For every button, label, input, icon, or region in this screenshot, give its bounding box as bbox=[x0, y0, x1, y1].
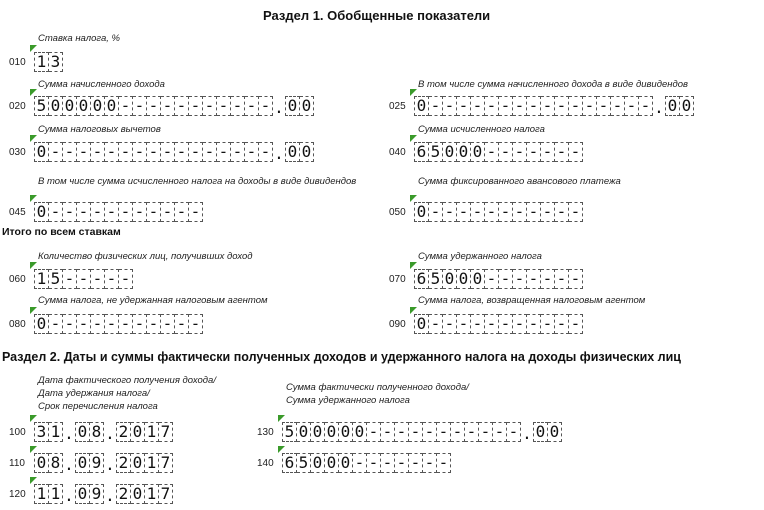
field-130[interactable] bbox=[282, 420, 562, 442]
field-marker-icon bbox=[30, 307, 37, 314]
field-045[interactable] bbox=[34, 200, 203, 222]
field-cell: - bbox=[49, 314, 63, 334]
field-marker-icon bbox=[30, 415, 37, 422]
field-cell: - bbox=[499, 314, 513, 334]
field-cell: - bbox=[541, 314, 555, 334]
field-cell: 1 bbox=[49, 484, 63, 504]
field-cell: 0 bbox=[665, 96, 680, 116]
field-cell: - bbox=[175, 142, 189, 162]
field-cell: - bbox=[367, 422, 381, 442]
field-cell: 0 bbox=[311, 422, 325, 442]
field-cell: - bbox=[231, 96, 245, 116]
field-cell: - bbox=[189, 314, 203, 334]
field-cell: - bbox=[555, 202, 569, 222]
label-100-line3: Срок перечисления налога bbox=[38, 401, 158, 412]
field-cell: - bbox=[513, 269, 527, 289]
label-130-line2: Сумма удержанного налога bbox=[286, 395, 410, 406]
field-cell: 0 bbox=[131, 484, 145, 504]
field-separator: . bbox=[522, 424, 532, 443]
field-marker-icon bbox=[30, 477, 37, 484]
field-cell: 0 bbox=[471, 269, 485, 289]
field-cell: 0 bbox=[34, 142, 49, 162]
field-cell: - bbox=[423, 422, 437, 442]
code-060: 060 bbox=[9, 274, 26, 285]
section1-title: Раздел 1. Обобщенные показатели bbox=[263, 8, 491, 23]
section2-title: Раздел 2. Даты и суммы фактически полученных доходов и удержанного налога на доходы физических лиц bbox=[2, 350, 681, 364]
field-cell: 1 bbox=[49, 422, 63, 442]
field-cell: - bbox=[147, 96, 161, 116]
field-cell: - bbox=[527, 96, 541, 116]
label-010: Ставка налога, % bbox=[38, 33, 120, 44]
field-separator: . bbox=[274, 144, 284, 163]
field-cell: - bbox=[189, 202, 203, 222]
field-cell: 9 bbox=[90, 484, 104, 504]
label-025: В том числе сумма начисленного дохода в виде дивидендов bbox=[418, 79, 688, 90]
field-cell: 0 bbox=[131, 422, 145, 442]
field-cell: 7 bbox=[159, 484, 173, 504]
field-030[interactable] bbox=[34, 140, 314, 162]
field-cell: - bbox=[541, 269, 555, 289]
field-cell: - bbox=[513, 96, 527, 116]
field-marker-icon bbox=[30, 195, 37, 202]
code-080: 080 bbox=[9, 319, 26, 330]
field-marker-icon bbox=[30, 262, 37, 269]
field-cell: - bbox=[91, 202, 105, 222]
field-cell: - bbox=[147, 314, 161, 334]
field-cell: - bbox=[541, 202, 555, 222]
field-cell: 8 bbox=[49, 453, 63, 473]
field-cell: 0 bbox=[325, 422, 339, 442]
field-cell: 0 bbox=[75, 484, 90, 504]
field-cell: 0 bbox=[471, 142, 485, 162]
label-030: Сумма налоговых вычетов bbox=[38, 124, 161, 135]
field-cell: - bbox=[485, 96, 499, 116]
field-cell: - bbox=[189, 142, 203, 162]
field-cell: - bbox=[259, 96, 273, 116]
field-separator: . bbox=[105, 424, 115, 443]
field-cell: - bbox=[147, 142, 161, 162]
field-cell: - bbox=[429, 202, 443, 222]
field-cell: 8 bbox=[90, 422, 104, 442]
field-cell: 0 bbox=[131, 453, 145, 473]
field-cell: - bbox=[409, 422, 423, 442]
field-cell: 0 bbox=[63, 96, 77, 116]
code-050: 050 bbox=[389, 207, 406, 218]
field-cell: - bbox=[429, 96, 443, 116]
code-070: 070 bbox=[389, 274, 406, 285]
field-cell: - bbox=[217, 142, 231, 162]
field-marker-icon bbox=[278, 415, 285, 422]
field-cell: - bbox=[541, 96, 555, 116]
field-cell: 0 bbox=[285, 96, 300, 116]
field-cell: - bbox=[485, 269, 499, 289]
label-040: Сумма исчисленного налога bbox=[418, 124, 545, 135]
label-100-line1: Дата фактического получения дохода/ bbox=[38, 375, 216, 386]
field-cell: - bbox=[583, 96, 597, 116]
field-cell: - bbox=[499, 142, 513, 162]
field-cell: - bbox=[119, 96, 133, 116]
field-cell: 2 bbox=[116, 453, 131, 473]
field-cell: - bbox=[457, 96, 471, 116]
code-140: 140 bbox=[257, 458, 274, 469]
field-cell: - bbox=[119, 142, 133, 162]
field-cell: - bbox=[499, 96, 513, 116]
field-cell: - bbox=[395, 422, 409, 442]
field-cell: 1 bbox=[34, 52, 49, 72]
field-cell: 6 bbox=[414, 142, 429, 162]
field-050[interactable] bbox=[414, 200, 583, 222]
field-cell: - bbox=[119, 314, 133, 334]
field-cell: 0 bbox=[548, 422, 562, 442]
field-cell: - bbox=[513, 314, 527, 334]
field-cell: - bbox=[63, 142, 77, 162]
field-cell: - bbox=[175, 202, 189, 222]
field-cell: - bbox=[409, 453, 423, 473]
label-020: Сумма начисленного дохода bbox=[38, 79, 165, 90]
field-cell: 0 bbox=[75, 422, 90, 442]
field-cell: 7 bbox=[159, 453, 173, 473]
field-cell: - bbox=[597, 96, 611, 116]
field-cell: 5 bbox=[429, 142, 443, 162]
field-cell: - bbox=[465, 422, 479, 442]
field-cell: - bbox=[353, 453, 367, 473]
field-marker-icon bbox=[410, 195, 417, 202]
field-cell: - bbox=[527, 314, 541, 334]
field-cell: - bbox=[479, 422, 493, 442]
code-045: 045 bbox=[9, 207, 26, 218]
field-cell: 0 bbox=[457, 142, 471, 162]
field-cell: - bbox=[493, 422, 507, 442]
field-cell: - bbox=[423, 453, 437, 473]
field-cell: - bbox=[471, 96, 485, 116]
field-cell: - bbox=[91, 142, 105, 162]
field-marker-icon bbox=[410, 307, 417, 314]
field-cell: - bbox=[245, 96, 259, 116]
field-cell: - bbox=[555, 314, 569, 334]
code-020: 020 bbox=[9, 101, 26, 112]
field-marker-icon bbox=[30, 446, 37, 453]
field-separator: . bbox=[105, 486, 115, 505]
field-cell: - bbox=[77, 314, 91, 334]
field-cell: 0 bbox=[414, 202, 429, 222]
field-cell: 3 bbox=[34, 422, 49, 442]
field-060[interactable] bbox=[34, 267, 133, 289]
field-cell: - bbox=[77, 142, 91, 162]
field-020[interactable] bbox=[34, 94, 314, 116]
field-separator: . bbox=[105, 455, 115, 474]
field-cell: - bbox=[381, 422, 395, 442]
field-cell: 0 bbox=[414, 314, 429, 334]
field-cell: 9 bbox=[90, 453, 104, 473]
field-cell: - bbox=[625, 96, 639, 116]
code-040: 040 bbox=[389, 147, 406, 158]
field-cell: - bbox=[63, 314, 77, 334]
field-cell: 0 bbox=[300, 96, 314, 116]
field-cell: 0 bbox=[77, 96, 91, 116]
field-cell: 1 bbox=[145, 422, 159, 442]
field-140[interactable] bbox=[282, 451, 451, 473]
field-cell: 0 bbox=[533, 422, 548, 442]
field-cell: - bbox=[49, 202, 63, 222]
field-cell: - bbox=[443, 96, 457, 116]
code-090: 090 bbox=[389, 319, 406, 330]
field-cell: - bbox=[457, 202, 471, 222]
field-cell: 0 bbox=[105, 96, 119, 116]
field-cell: 5 bbox=[282, 422, 297, 442]
field-cell: - bbox=[443, 314, 457, 334]
field-cell: 0 bbox=[297, 422, 311, 442]
field-cell: 0 bbox=[34, 314, 49, 334]
field-cell: 1 bbox=[145, 484, 159, 504]
field-marker-icon bbox=[30, 89, 37, 96]
code-025: 025 bbox=[389, 101, 406, 112]
field-cell: - bbox=[541, 142, 555, 162]
field-separator: . bbox=[64, 455, 74, 474]
field-cell: - bbox=[63, 269, 77, 289]
field-025[interactable] bbox=[414, 94, 694, 116]
field-marker-icon bbox=[410, 262, 417, 269]
field-110[interactable] bbox=[34, 451, 173, 473]
field-cell: 0 bbox=[325, 453, 339, 473]
field-cell: - bbox=[485, 142, 499, 162]
field-cell: 0 bbox=[443, 269, 457, 289]
field-cell: 1 bbox=[34, 269, 49, 289]
field-cell: - bbox=[457, 314, 471, 334]
field-cell: 0 bbox=[34, 453, 49, 473]
label-130-line1: Сумма фактически полученного дохода/ bbox=[286, 382, 469, 393]
field-cell: - bbox=[217, 96, 231, 116]
field-separator: . bbox=[654, 98, 664, 117]
field-010[interactable] bbox=[34, 50, 63, 72]
field-cell: - bbox=[133, 96, 147, 116]
field-cell: - bbox=[471, 314, 485, 334]
field-cell: 1 bbox=[145, 453, 159, 473]
field-cell: - bbox=[245, 142, 259, 162]
field-cell: 0 bbox=[339, 422, 353, 442]
field-cell: - bbox=[485, 202, 499, 222]
label-080: Сумма налога, не удержанная налоговым агентом bbox=[38, 295, 268, 306]
field-cell: - bbox=[569, 269, 583, 289]
field-cell: - bbox=[231, 142, 245, 162]
field-100[interactable] bbox=[34, 420, 173, 442]
field-cell: - bbox=[77, 269, 91, 289]
field-cell: - bbox=[105, 142, 119, 162]
field-cell: 0 bbox=[680, 96, 694, 116]
field-cell: - bbox=[105, 202, 119, 222]
field-cell: 0 bbox=[75, 453, 90, 473]
field-cell: - bbox=[437, 422, 451, 442]
field-cell: - bbox=[639, 96, 653, 116]
field-cell: 0 bbox=[91, 96, 105, 116]
field-cell: 0 bbox=[353, 422, 367, 442]
field-cell: - bbox=[105, 314, 119, 334]
field-cell: - bbox=[569, 142, 583, 162]
field-cell: - bbox=[381, 453, 395, 473]
field-marker-icon bbox=[410, 135, 417, 142]
field-cell: - bbox=[259, 142, 273, 162]
field-cell: 0 bbox=[34, 202, 49, 222]
field-cell: 5 bbox=[34, 96, 49, 116]
code-100: 100 bbox=[9, 427, 26, 438]
field-cell: - bbox=[555, 96, 569, 116]
field-cell: 6 bbox=[414, 269, 429, 289]
field-cell: - bbox=[443, 202, 457, 222]
field-cell: - bbox=[161, 96, 175, 116]
field-cell: - bbox=[161, 142, 175, 162]
field-cell: - bbox=[569, 202, 583, 222]
field-cell: - bbox=[119, 269, 133, 289]
field-cell: - bbox=[49, 142, 63, 162]
field-cell: - bbox=[161, 314, 175, 334]
field-cell: 5 bbox=[297, 453, 311, 473]
field-cell: - bbox=[63, 202, 77, 222]
field-cell: - bbox=[513, 142, 527, 162]
field-marker-icon bbox=[30, 135, 37, 142]
field-cell: 1 bbox=[34, 484, 49, 504]
code-010: 010 bbox=[9, 57, 26, 68]
code-130: 130 bbox=[257, 427, 274, 438]
field-cell: - bbox=[569, 314, 583, 334]
field-cell: 6 bbox=[282, 453, 297, 473]
field-cell: 5 bbox=[49, 269, 63, 289]
field-cell: 0 bbox=[311, 453, 325, 473]
total-label: Итого по всем ставкам bbox=[2, 226, 121, 238]
field-cell: - bbox=[555, 269, 569, 289]
field-cell: - bbox=[189, 96, 203, 116]
field-cell: - bbox=[367, 453, 381, 473]
field-separator: . bbox=[274, 98, 284, 117]
label-090: Сумма налога, возвращенная налоговым агентом bbox=[418, 295, 646, 306]
field-cell: - bbox=[569, 96, 583, 116]
field-cell: - bbox=[499, 202, 513, 222]
field-cell: 0 bbox=[443, 142, 457, 162]
field-cell: 5 bbox=[429, 269, 443, 289]
field-cell: - bbox=[147, 202, 161, 222]
field-cell: - bbox=[499, 269, 513, 289]
field-cell: - bbox=[527, 202, 541, 222]
field-cell: - bbox=[91, 314, 105, 334]
field-cell: 0 bbox=[414, 96, 429, 116]
code-110: 110 bbox=[9, 458, 25, 469]
label-050: Сумма фиксированного авансового платежа bbox=[418, 176, 621, 187]
field-cell: - bbox=[395, 453, 409, 473]
field-cell: - bbox=[175, 314, 189, 334]
field-cell: - bbox=[203, 142, 217, 162]
field-cell: - bbox=[175, 96, 189, 116]
field-cell: - bbox=[611, 96, 625, 116]
field-cell: 2 bbox=[116, 484, 131, 504]
field-cell: - bbox=[91, 269, 105, 289]
field-cell: - bbox=[485, 314, 499, 334]
field-cell: - bbox=[527, 269, 541, 289]
field-cell: - bbox=[429, 314, 443, 334]
label-045: В том числе сумма исчисленного налога на доходы в виде дивидендов bbox=[38, 176, 357, 187]
field-marker-icon bbox=[30, 45, 37, 52]
label-060: Количество физических лиц, получивших доход bbox=[38, 251, 253, 262]
field-cell: - bbox=[203, 96, 217, 116]
code-120: 120 bbox=[9, 489, 26, 500]
field-cell: - bbox=[119, 202, 133, 222]
field-cell: - bbox=[555, 142, 569, 162]
field-cell: - bbox=[133, 142, 147, 162]
field-cell: - bbox=[451, 422, 465, 442]
field-cell: 2 bbox=[116, 422, 131, 442]
field-cell: - bbox=[507, 422, 521, 442]
field-cell: - bbox=[77, 202, 91, 222]
field-separator: . bbox=[64, 424, 74, 443]
field-separator: . bbox=[64, 486, 74, 505]
label-100-line2: Дата удержания налога/ bbox=[38, 388, 150, 399]
field-cell: - bbox=[471, 202, 485, 222]
field-cell: 0 bbox=[339, 453, 353, 473]
field-cell: - bbox=[105, 269, 119, 289]
field-marker-icon bbox=[278, 446, 285, 453]
field-cell: - bbox=[437, 453, 451, 473]
field-cell: - bbox=[527, 142, 541, 162]
field-marker-icon bbox=[410, 89, 417, 96]
label-070: Сумма удержанного налога bbox=[418, 251, 542, 262]
field-cell: 0 bbox=[285, 142, 300, 162]
field-120[interactable] bbox=[34, 482, 173, 504]
field-cell: 0 bbox=[49, 96, 63, 116]
field-cell: 0 bbox=[457, 269, 471, 289]
field-cell: - bbox=[133, 202, 147, 222]
field-070[interactable] bbox=[414, 267, 583, 289]
field-cell: 0 bbox=[300, 142, 314, 162]
code-030: 030 bbox=[9, 147, 26, 158]
field-cell: 7 bbox=[159, 422, 173, 442]
field-cell: - bbox=[133, 314, 147, 334]
field-cell: - bbox=[161, 202, 175, 222]
field-cell: - bbox=[513, 202, 527, 222]
field-080[interactable] bbox=[34, 312, 203, 334]
field-cell: 3 bbox=[49, 52, 63, 72]
field-040[interactable] bbox=[414, 140, 583, 162]
field-090[interactable] bbox=[414, 312, 583, 334]
